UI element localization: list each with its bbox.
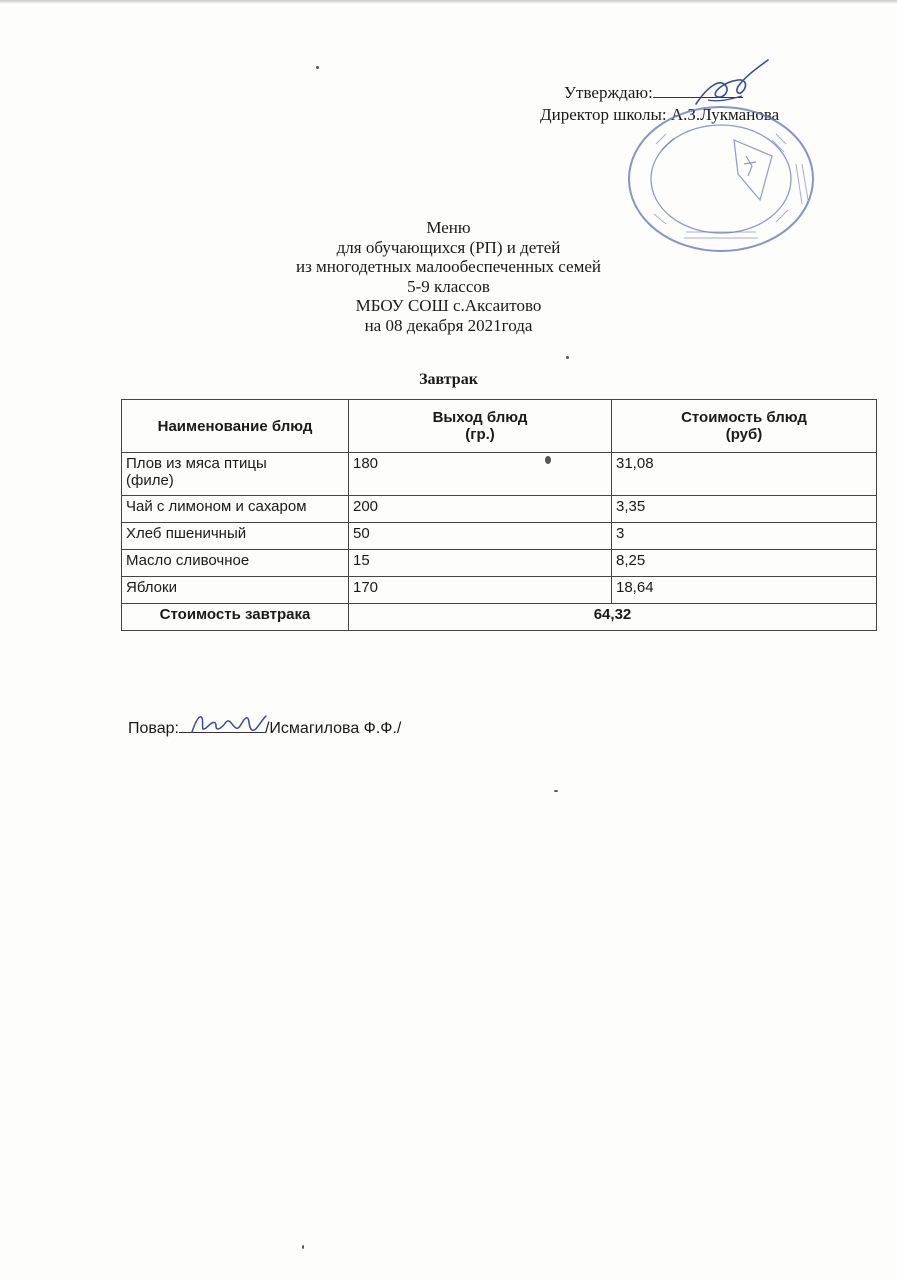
dish-name-cell: Хлеб пшеничный bbox=[122, 523, 349, 550]
menu-table bbox=[121, 399, 877, 631]
title-line-4: 5-9 классов bbox=[407, 276, 490, 296]
table-row bbox=[122, 523, 877, 550]
director-line: Директор школы: А.З.Лукманова bbox=[540, 105, 780, 124]
scan-speck bbox=[554, 790, 558, 792]
cook-label: Повар: bbox=[128, 720, 179, 737]
header-yield bbox=[349, 400, 612, 453]
yield-cell: 200 bbox=[349, 496, 612, 523]
cost-cell: 3 bbox=[612, 523, 877, 550]
cook-signature bbox=[186, 708, 270, 738]
dish-name-cell: Чай с лимоном и сахаром bbox=[122, 496, 349, 523]
table-row bbox=[122, 453, 877, 496]
header-yield-line2: (гр.) bbox=[465, 426, 495, 443]
scan-edge bbox=[0, 0, 897, 4]
dish-name-note: (филе) bbox=[126, 472, 174, 489]
dish-name-cell: Масло сливочное bbox=[122, 550, 349, 577]
scan-speck bbox=[566, 356, 569, 359]
title-line-2: для обучающихся (РП) и детей bbox=[336, 237, 561, 257]
table-row bbox=[122, 550, 877, 577]
yield-cell: 180 bbox=[349, 453, 612, 496]
header-cost-line1: Стоимость блюд bbox=[681, 409, 807, 426]
table-row bbox=[122, 577, 877, 604]
title-line-1: Меню bbox=[426, 218, 471, 237]
header-cost bbox=[612, 400, 877, 453]
yield-cell: 15 bbox=[349, 550, 612, 577]
title-line-6: на 08 декабря 2021года bbox=[364, 315, 533, 335]
cost-cell: 3,35 bbox=[612, 496, 877, 523]
scan-speck bbox=[316, 66, 319, 69]
table-row bbox=[122, 496, 877, 523]
cost-cell: 18,64 bbox=[612, 577, 877, 604]
dish-name: Плов из мяса птицы bbox=[126, 455, 267, 472]
dish-name-cell bbox=[122, 453, 349, 496]
meal-title: Завтрак bbox=[419, 371, 478, 388]
cook-name: /Исмагилова Ф.Ф./ bbox=[264, 720, 402, 737]
cost-cell: 31,08 bbox=[612, 453, 877, 496]
total-row bbox=[122, 604, 877, 631]
menu-title-block bbox=[0, 218, 897, 335]
total-label: Стоимость завтрака bbox=[122, 604, 349, 631]
cost-cell: 8,25 bbox=[612, 550, 877, 577]
scan-speck bbox=[545, 456, 551, 464]
title-line-3: из многодетных малообеспеченных семей bbox=[295, 257, 601, 276]
scan-speck bbox=[302, 1245, 304, 1249]
header-dish-name: Наименование блюд bbox=[122, 400, 349, 453]
yield-cell: 50 bbox=[349, 523, 612, 550]
header-yield-line1: Выход блюд bbox=[432, 409, 528, 426]
title-line-5: МБОУ СОШ с.Аксаитово bbox=[355, 296, 542, 315]
approve-label: Утверждаю: bbox=[564, 83, 653, 102]
total-value: 64,32 bbox=[349, 604, 877, 631]
header-cost-line2: (руб) bbox=[725, 426, 763, 443]
dish-name-cell: Яблоки bbox=[122, 577, 349, 604]
yield-cell: 170 bbox=[349, 577, 612, 604]
table-header-row bbox=[122, 400, 877, 453]
